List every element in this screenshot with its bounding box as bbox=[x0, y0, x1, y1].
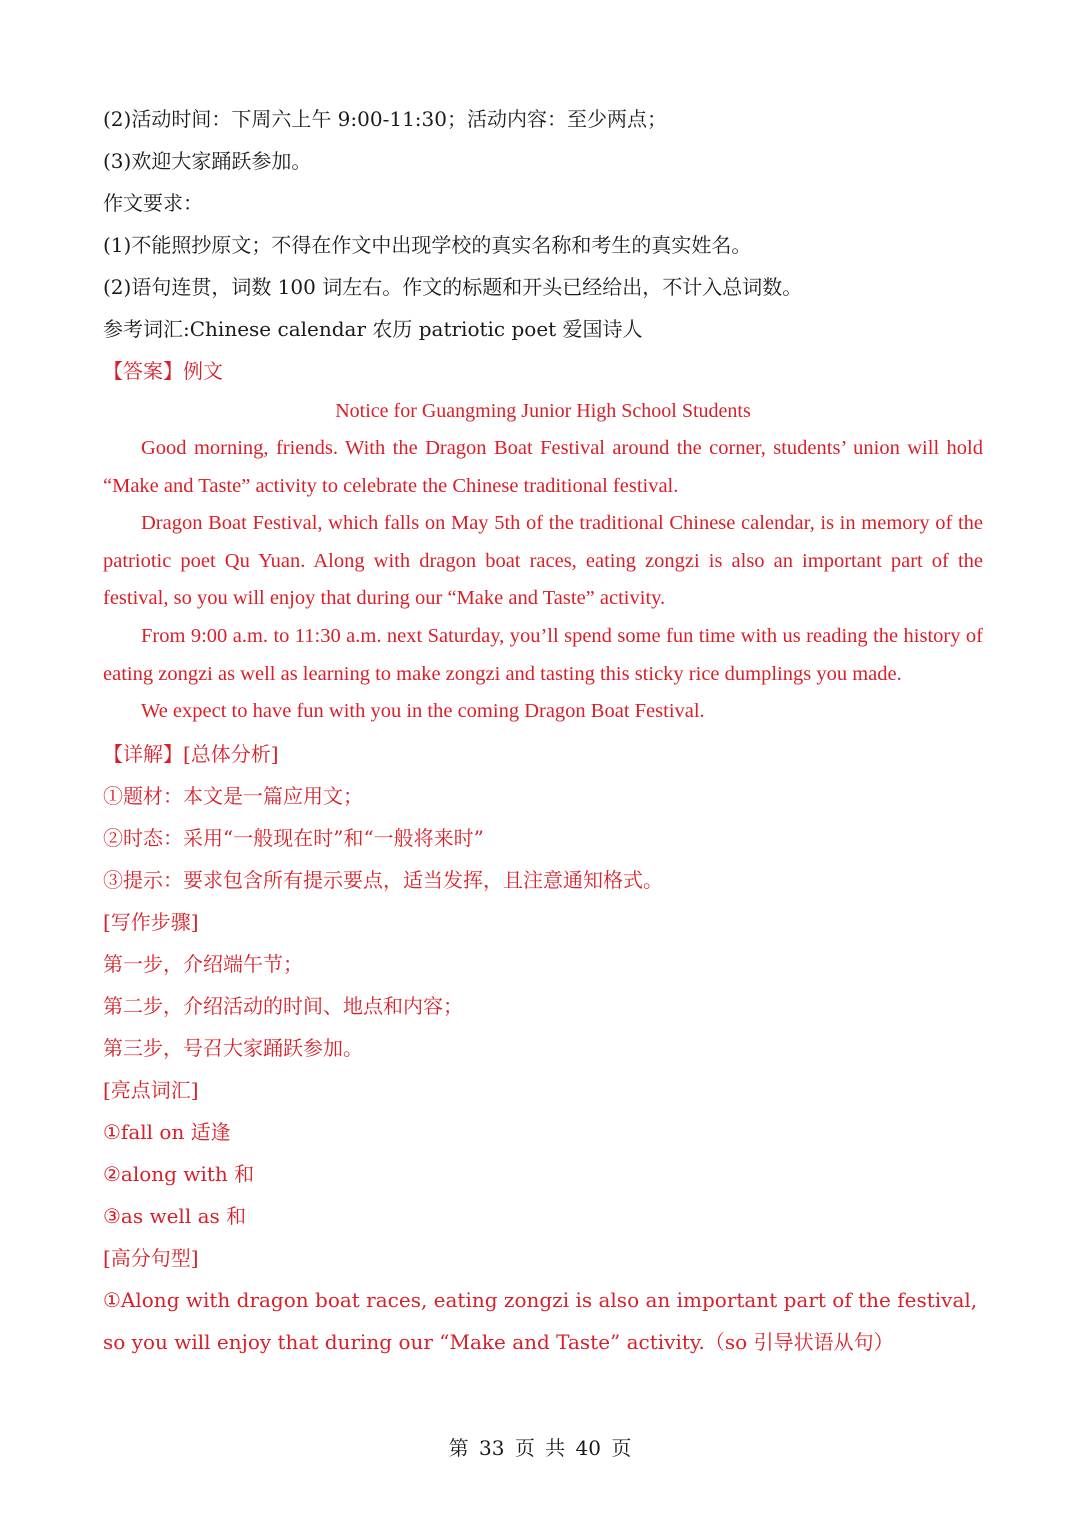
essay-paragraph: From 9:00 a.m. to 11:30 a.m. next Saturday, you’ll spend some fun time with us reading the history of eating zongzi as well as learning to make zongzi and tasting this sticky rice dumplings you made. bbox=[103, 624, 983, 685]
requirement-line: (1)不能照抄原文；不得在作文中出现学校的真实名称和考生的真实姓名。 bbox=[103, 233, 752, 257]
sentence-heading: [高分句型] bbox=[103, 1245, 199, 1270]
analysis-item: ②时态：采用“一般现在时”和“一般将来时” bbox=[103, 825, 484, 850]
vocabulary-item: ②along with 和 bbox=[103, 1161, 255, 1186]
vocabulary-item: ①fall on 适逢 bbox=[103, 1119, 231, 1144]
essay-paragraph: Dragon Boat Festival, which falls on May 5th of the traditional Chinese calendar, is in memory of the patriotic poet Qu Yuan. Along with dragon boat races, eating zongzi is also an important part of the festival, so you will enjoy that during our “Make and Taste” activity. bbox=[103, 512, 983, 610]
requirement-line: (2)活动时间：下周六上午 9:00-11:30；活动内容：至少两点； bbox=[103, 107, 667, 131]
analysis-heading: 【详解】[总体分析] bbox=[103, 741, 279, 766]
step-item: 第一步，介绍端午节； bbox=[103, 951, 303, 976]
highlight-sentence: ①Along with dragon boat races, eating zongzi is also an important part of the festival, so you will enjoy that during our “Make and Taste” activity.（so 引导状语从句） bbox=[103, 1287, 978, 1354]
vocabulary-heading: [亮点词汇] bbox=[103, 1077, 199, 1102]
step-item: 第二步，介绍活动的时间、地点和内容； bbox=[103, 993, 463, 1018]
analysis-item: ③提示：要求包含所有提示要点，适当发挥，且注意通知格式。 bbox=[103, 867, 663, 892]
requirement-line: (3)欢迎大家踊跃参加。 bbox=[103, 149, 312, 173]
essay-paragraph: Good morning, friends. With the Dragon Boat Festival around the corner, students’ union will hold “Make and Taste” activity to celebrate the Chinese traditional festival. bbox=[103, 437, 983, 497]
steps-heading: [写作步骤] bbox=[103, 909, 199, 934]
step-item: 第三步，号召大家踊跃参加。 bbox=[103, 1035, 363, 1060]
page-footer: 第 33 页 共 40 页 bbox=[448, 1436, 632, 1460]
essay-title: Notice for Guangming Junior High School Students bbox=[335, 400, 751, 422]
vocabulary-item: ③as well as 和 bbox=[103, 1203, 247, 1228]
answer-heading: 【答案】例文 bbox=[103, 359, 223, 383]
requirement-heading: 作文要求： bbox=[103, 191, 203, 215]
essay-paragraph: We expect to have fun with you in the coming Dragon Boat Festival. bbox=[141, 700, 705, 723]
essay-body bbox=[103, 430, 983, 731]
highlight-sentence-block bbox=[103, 1279, 983, 1363]
analysis-section bbox=[103, 733, 983, 1279]
page-content bbox=[103, 98, 983, 1363]
vocabulary-line: 参考词汇:Chinese calendar 农历 patriotic poet 爱国诗人 bbox=[103, 317, 643, 341]
requirement-line: (2)语句连贯，词数 100 词左右。作文的标题和开头已经给出，不计入总词数。 bbox=[103, 275, 803, 299]
analysis-item: ①题材：本文是一篇应用文； bbox=[103, 783, 363, 808]
